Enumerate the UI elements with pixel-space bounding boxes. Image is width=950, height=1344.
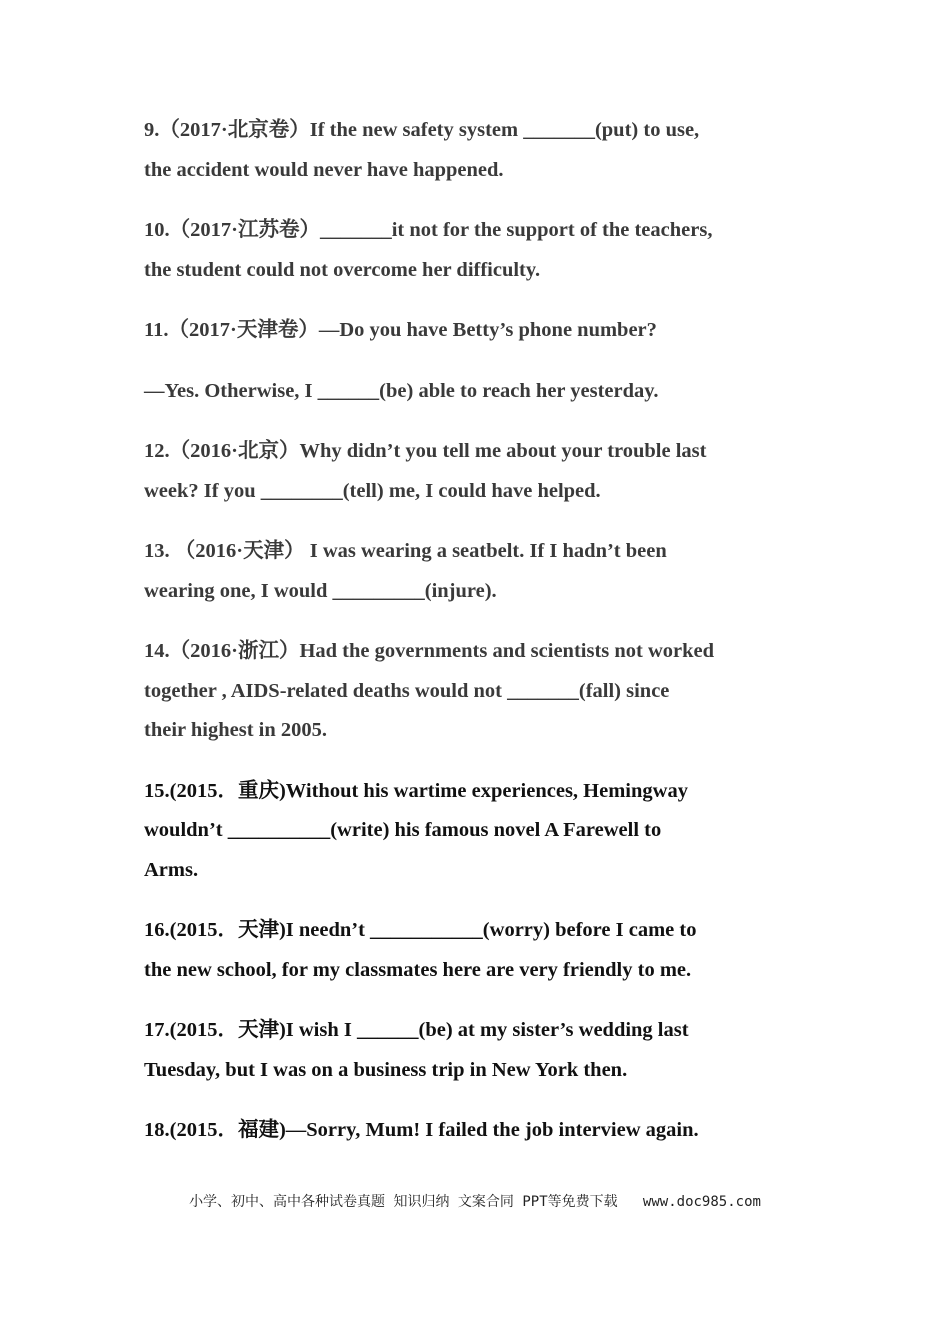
question-line: Tuesday, but I was on a business trip in New York then. [144, 1058, 628, 1081]
question-11-answer [144, 372, 809, 412]
question-line: 17.(2015．天津)I wish I ______(be) at my sister’s wedding last [144, 1019, 689, 1041]
question-line: the accident would never have happened. [144, 158, 504, 181]
question-line: together , AIDS-related deaths would not _______(fall) since [144, 679, 670, 702]
question-12 [144, 432, 809, 511]
question-16 [144, 911, 809, 990]
question-15 [144, 772, 809, 891]
question-9 [144, 111, 809, 190]
question-line: week? If you ________(tell) me, I could have helped. [144, 479, 601, 502]
question-18 [144, 1111, 809, 1151]
question-line: 18.(2015．福建)—Sorry, Mum! I failed the job interview again. [144, 1119, 699, 1141]
question-line: —Yes. Otherwise, I ______(be) able to reach her yesterday. [144, 379, 659, 402]
question-line: 13. （2016·天津） I was wearing a seatbelt. If I hadn’t been [144, 540, 667, 562]
question-line: 15.(2015．重庆)Without his wartime experiences, Hemingway [144, 779, 688, 802]
question-line: their highest in 2005. [144, 719, 327, 741]
question-line: 14.（2016·浙江）Had the governments and scientists not worked [144, 640, 715, 662]
question-line: 16.(2015．天津)I needn’t ___________(worry) before I came to [144, 919, 697, 941]
question-line: wearing one, I would _________(injure). [144, 579, 497, 602]
question-line: 12.（2016·北京）Why didn’t you tell me about your trouble last [144, 440, 707, 462]
question-14 [144, 632, 809, 751]
question-10 [144, 211, 809, 290]
question-line: the student could not overcome her difficulty. [144, 258, 541, 281]
question-line: 9.（2017·北京卷）If the new safety system _______(put) to use, [144, 119, 700, 141]
question-17 [144, 1011, 809, 1090]
question-line: the new school, for my classmates here are very friendly to me. [144, 958, 692, 981]
question-13 [144, 532, 809, 611]
question-line: 11.（2017·天津卷）—Do you have Betty’s phone number? [144, 319, 657, 341]
page-footer: 小学、初中、高中各种试卷真题 知识归纳 文案合同 PPT等免费下载 www.doc985.com [189, 1194, 761, 1210]
question-line: 10.（2017·江苏卷）_______it not for the support of the teachers, [144, 219, 713, 241]
questions-list [144, 111, 809, 1172]
question-11 [144, 311, 809, 351]
question-line: Arms. [144, 858, 199, 881]
question-line: wouldn’t __________(write) his famous novel A Farewell to [144, 819, 662, 841]
